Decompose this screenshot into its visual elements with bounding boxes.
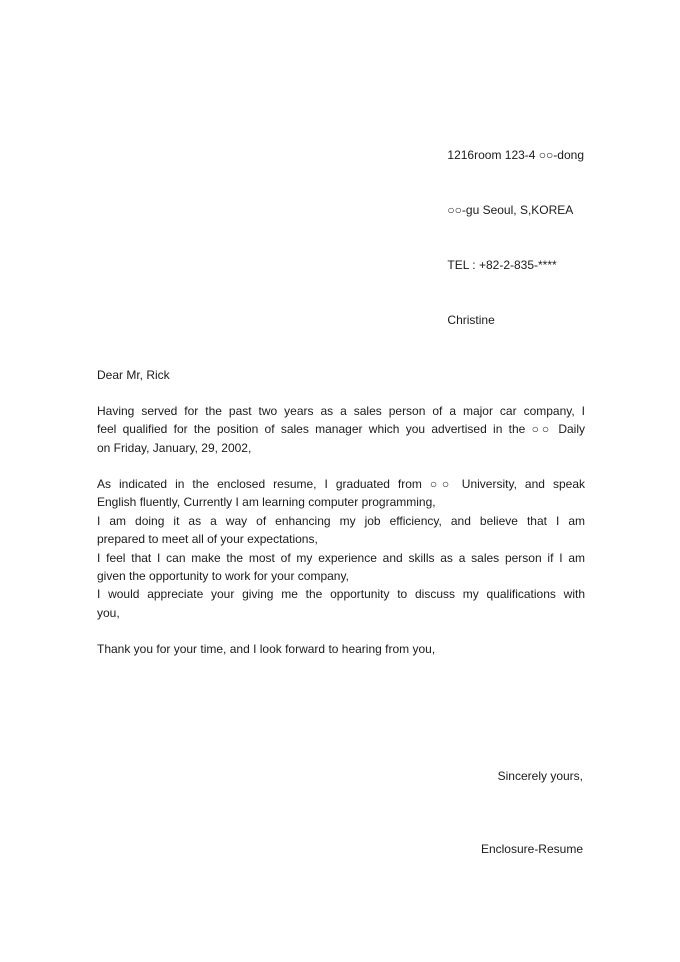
letter-line: prepared to meet all of your expectations, (97, 532, 318, 547)
letter-line: Thank you for your time, and I look forward to hearing from you, (97, 642, 436, 656)
body-paragraph-1 (97, 402, 585, 457)
sender-address-line-1: 1216room 123-4 ○○-dong (447, 147, 584, 162)
letter-line: Having served for the past two years as a sales person of a major car company, I (97, 404, 585, 418)
sender-address-block (447, 109, 584, 367)
letter-line: English fluently, Currently I am learning computer programming, (97, 495, 436, 510)
sender-phone-line: TEL : +82-2-835-**** (447, 258, 557, 273)
body-paragraph-2 (97, 475, 585, 622)
letter-line: I would appreciate your giving me the opportunity to discuss my qualifications with (97, 587, 585, 602)
sender-name: Christine (447, 313, 495, 328)
sender-address-line-2: ○○-gu Seoul, S,KOREA (447, 203, 574, 218)
letter-line: As indicated in the enclosed resume, I graduated from ○○ University, and speak (97, 477, 585, 491)
letter-line: you, (97, 605, 120, 620)
letter-line: I am doing it as a way of enhancing my job efficiency, and believe that I am (97, 513, 585, 528)
letter-line: given the opportunity to work for your company, (97, 569, 349, 584)
signoff: Sincerely yours, (497, 769, 583, 783)
letter-line: feel qualified for the position of sales manager which you advertised in the ○○ Daily (97, 422, 585, 437)
closing-thanks-line (97, 640, 585, 658)
letter-line: on Friday, January, 29, 2002, (97, 440, 252, 455)
enclosure-note: Enclosure-Resume (480, 842, 583, 856)
letter-line: I feel that I can make the most of my experience and skills as a sales person if I am (97, 550, 585, 565)
salutation: Dear Mr, Rick (97, 368, 170, 382)
